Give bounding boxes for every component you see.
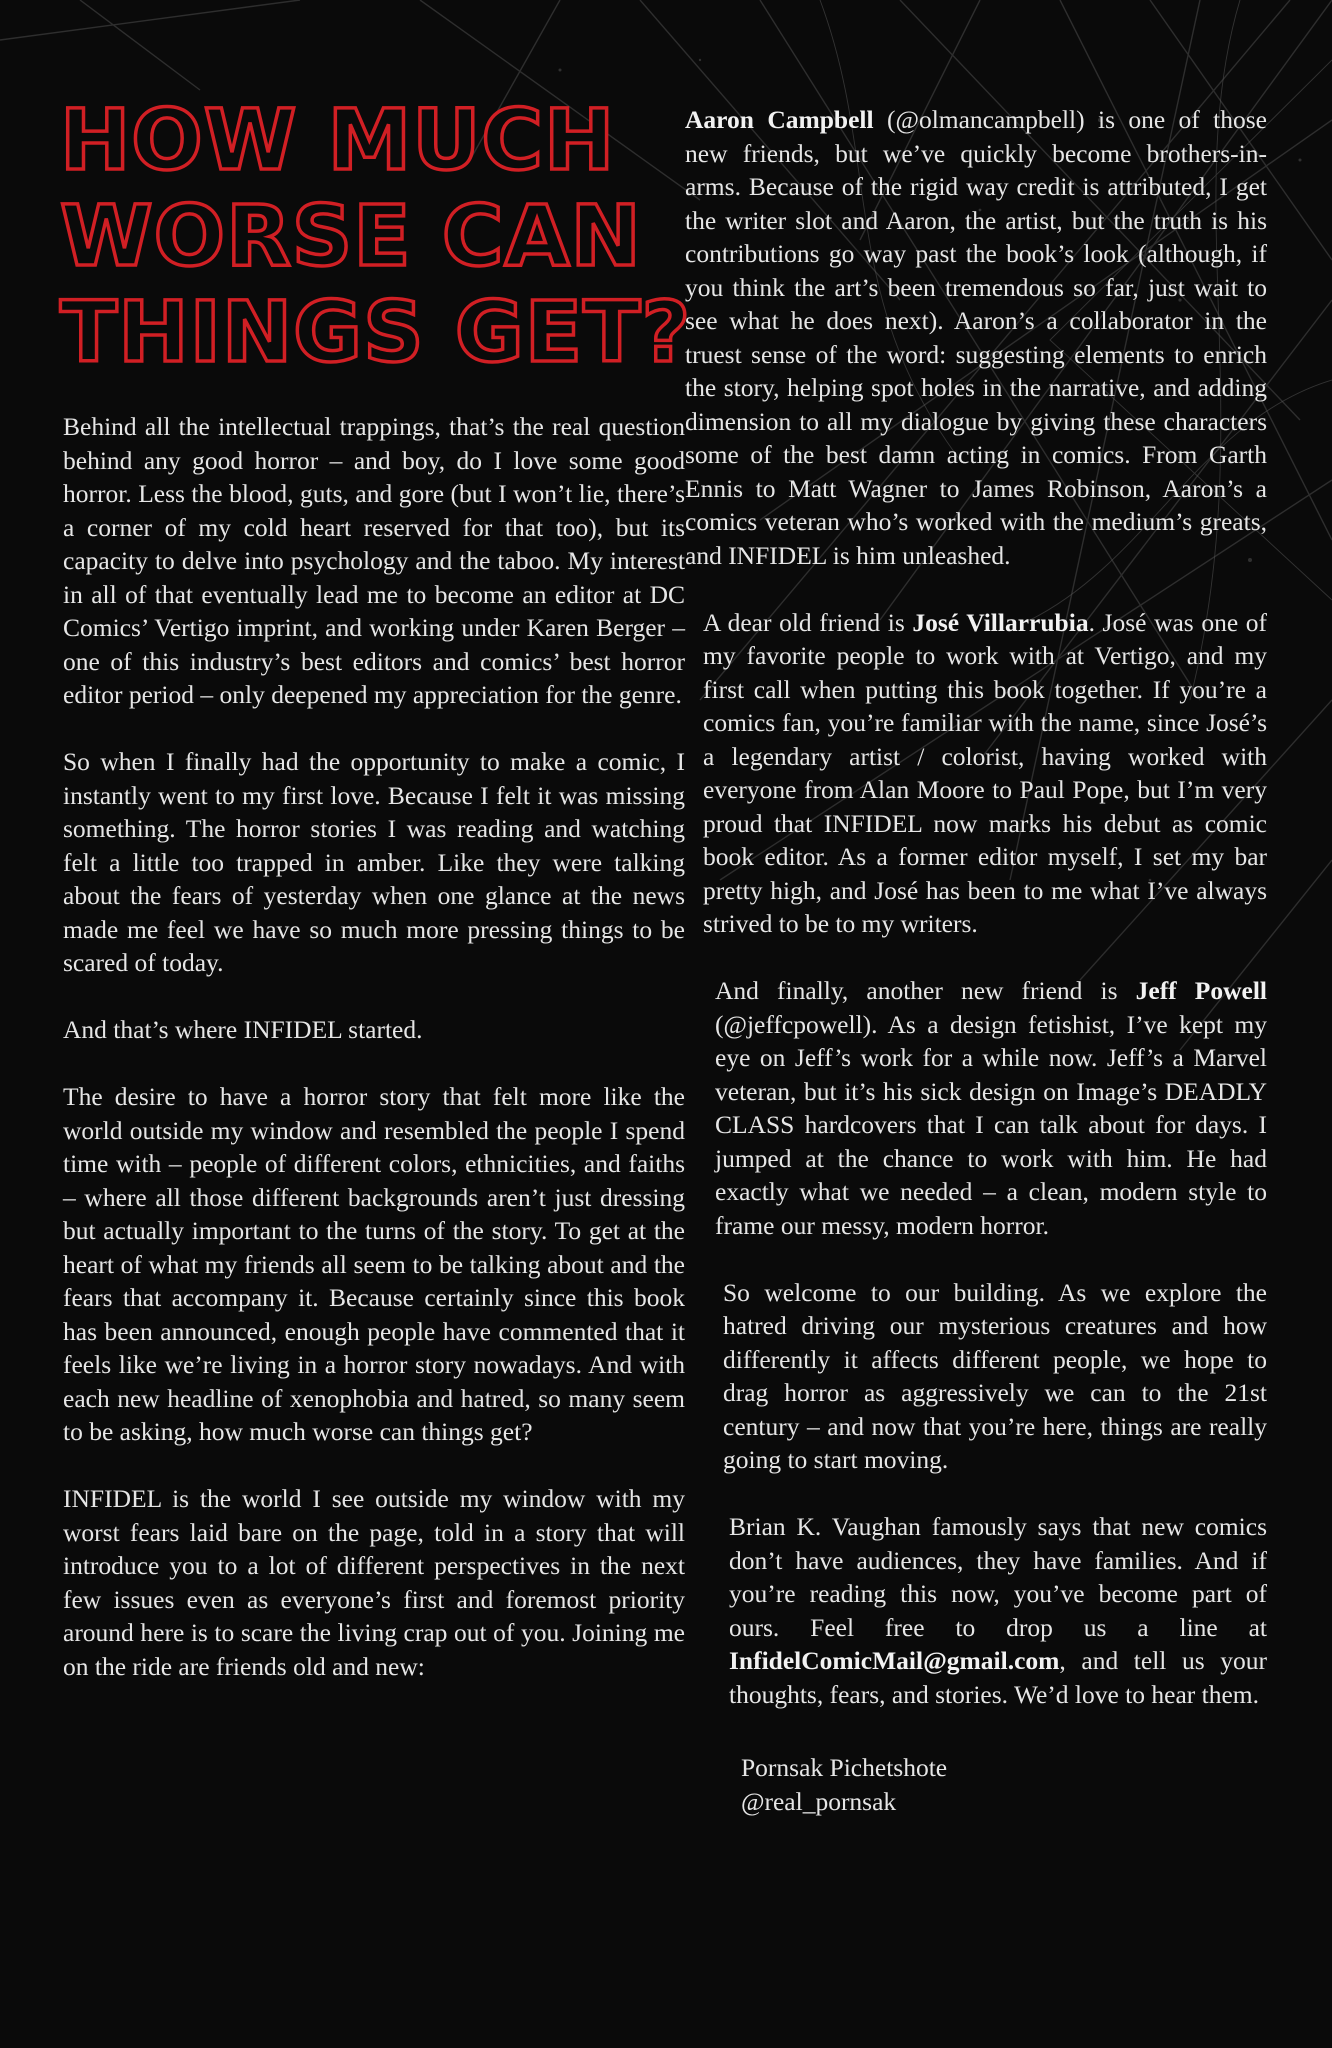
paragraph-jose-villarrubia	[703, 606, 1267, 941]
paragraph-text: (@olmancampbell) is one of those new friends, but we’ve quickly become brothers-in-arms. Because of the rigid way credit is attributed, I get the writer slot and Aaron, the artist, but the truth is his contributions go way past the book’s look (although, if you think the art’s been tremendous so far, just wait to see what he does next). Aaron’s a collaborator in the truest sense of the word: suggesting elements to enrich the story, helping spot holes in the narrative, and adding dimension to all my dialogue by giving these characters some of the best damn acting in comics. From Garth Ennis to Matt Wagner to James Robinson, Aaron’s a comics veteran who’s worked with the medium’s greats, and INFIDEL is him unleashed.	[685, 105, 1267, 570]
signature-name: Pornsak Pichetshote	[741, 1753, 948, 1782]
signature	[741, 1751, 1267, 1818]
paragraph: And that’s where INFIDEL started.	[63, 1015, 423, 1044]
paragraph-contact	[729, 1510, 1267, 1711]
paragraph-text: . José was one of my favorite people to work with at Vertigo, and my first call when putting this book together. If you’re a comics fan, you’re familiar with the name, since José’s a legendary artist / colorist, having worked with everyone from Alan Moore to Paul Pope, but I’m very proud that INFIDEL now marks his debut as comic book editor. As a former editor myself, I set my bar pretty high, and José has been to me what I’ve always strived to be to my writers.	[703, 607, 1267, 938]
paragraph: The desire to have a horror story that felt more like the world outside my window and resembled the people I spend time with – people of different colors, ethnicities, and faiths – where all those different backgrounds aren’t just dressing but actually important to the turns of the story. To get at the heart of what my friends all seem to be talking about and the fears that accompany it. Because certainly since this book has been announced, enough people have commented that it feels like we’re living in a horror story nowadays. And with each new headline of xenophobia and hatred, so many seem to be asking, how much worse can things get?	[63, 1082, 685, 1446]
paragraph: INFIDEL is the world I see outside my window with my worst fears laid bare on the page, told in a story that will introduce you to a lot of different perspectives in the next few issues even as everyone’s first and foremost priority around here is to scare the living crap out of you. Joining me on the ride are friends old and new:	[63, 1484, 685, 1681]
paragraph-text: A dear old friend is	[703, 607, 913, 637]
paragraph-text: And finally, another new friend is	[715, 976, 1136, 1005]
headline-line-2: WORSE CAN	[60, 187, 642, 285]
headline-line-3: THINGS GET?	[60, 283, 692, 381]
contact-email: InfidelComicMail@gmail.com	[729, 1646, 1060, 1675]
paragraph: Behind all the intellectual trappings, that’s the real question behind any good horror – and boy, do I love some good horror. Less the blood, guts, and gore (but I won’t lie, there’s a corner of my cold heart reserved for that too), but its capacity to delve into psychology and the taboo. My interest in all of that eventually lead me to become an editor at DC Comics’ Vertigo imprint, and working under Karen Berger – one of this industry’s best editors and comics’ best horror editor period – only deepened my appreciation for the genre.	[63, 412, 685, 709]
name-jose-villarrubia: José Villarrubia	[912, 607, 1089, 637]
headline-line-1: HOW MUCH	[60, 91, 616, 189]
paragraph-text: , and tell us your thoughts, fears, and stories. We’d love to hear them.	[729, 1646, 1267, 1709]
paragraph-aaron-campbell	[685, 103, 1267, 572]
name-jeff-powell: Jeff Powell	[1135, 976, 1268, 1005]
paragraph: So when I finally had the opportunity to make a comic, I instantly went to my first love. Because I felt it was missing something. The horror stories I was reading and watching felt a little too trapped in amber. Like they were talking about the fears of yesterday when one glance at the news made me feel we have so much more pressing things to be scared of today.	[63, 747, 685, 977]
paragraph-text: (@jeffcpowell). As a design fetishist, I’ve kept my eye on Jeff’s work for a while now. Jeff’s a Marvel veteran, but it’s his sick design on Image’s DEADLY CLASS hardcovers that I can talk about for days. I jumped at the chance to work with him. He had exactly what we needed – a clean, modern style to frame our messy, modern horror.	[715, 1009, 1267, 1240]
right-column	[685, 103, 1267, 1818]
name-aaron-campbell: Aaron Campbell	[685, 105, 874, 134]
paragraph: So welcome to our building. As we explore the hatred driving our mysterious creatures and how differently it affects different people, we hope to drag horror as aggressively we can to the 21st century – and now that you’re here, things are really going to start moving.	[723, 1277, 1267, 1474]
paragraph-text: Brian K. Vaughan famously says that new comics don’t have audiences, they have families. And if you’re reading this now, you’ve become part of ours. Feel free to drop us a line at	[729, 1512, 1267, 1642]
left-column	[63, 410, 685, 1717]
signature-handle: @real_pornsak	[741, 1786, 897, 1816]
paragraph-jeff-powell	[715, 974, 1267, 1242]
page-headline	[60, 92, 700, 380]
